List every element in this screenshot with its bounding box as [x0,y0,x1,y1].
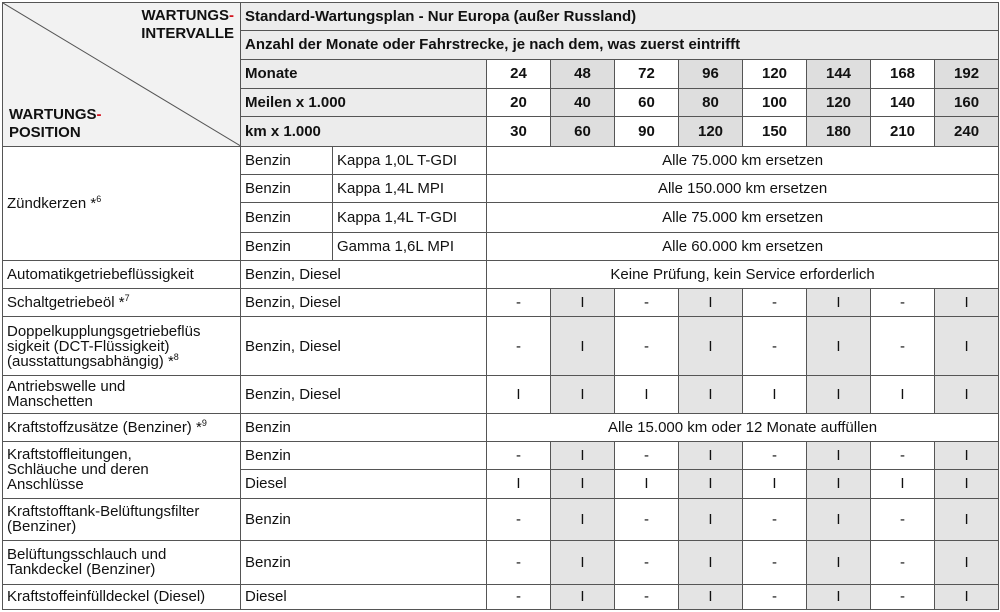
interval-cell: - [487,317,551,376]
header-value: 60 [551,117,615,146]
interval-cell: I [679,498,743,540]
interval-cell: - [743,289,807,317]
fuel-cell: Benzin [241,203,333,232]
interval-cell: I [871,470,935,498]
header-value: 40 [551,88,615,116]
interval-cell: - [487,289,551,317]
interval-cell: I [551,541,615,585]
interval-cell: I [551,584,615,610]
header-value: 24 [487,59,551,88]
header-row-title [3,3,999,31]
plan-title: Standard-Wartungsplan - Nur Europa (außer Russland) [241,3,999,31]
table-row [3,498,999,540]
row-label-miles: Meilen x 1.000 [241,88,487,116]
interval-cell: I [743,376,807,413]
interval-cell: - [743,441,807,469]
engine-cell: Kappa 1,4L T-GDI [333,203,487,232]
table-row [3,317,999,376]
interval-cell: I [551,441,615,469]
corner-position-label: WARTUNGS- POSITION [9,105,102,141]
interval-cell: - [615,289,679,317]
interval-cell: - [487,541,551,585]
maintenance-table [2,2,999,610]
engine-cell: Gamma 1,6L MPI [333,232,487,260]
interval-cell: I [679,289,743,317]
interval-cell: I [935,498,999,540]
engine-cell: Kappa 1,4L MPI [333,174,487,202]
table-row [3,289,999,317]
interval-cell: I [935,376,999,413]
fuel-cell: Benzin [241,174,333,202]
interval-cell: I [551,498,615,540]
item-dct-fluid: Doppelkupplungsgetriebeflüs sigkeit (DCT-Flüssigkeit) (ausstattungsabhängig) *$^8$ [3,317,241,376]
interval-cell: - [615,498,679,540]
header-value: 120 [679,117,743,146]
interval-cell: I [935,317,999,376]
interval-cell: I [807,498,871,540]
interval-cell: I [935,584,999,610]
fuel-cell: Diesel [241,584,487,610]
interval-cell: - [615,584,679,610]
header-value: 96 [679,59,743,88]
interval-cell: I [679,470,743,498]
interval-cell: I [807,541,871,585]
interval-cell: I [487,376,551,413]
interval-cell: I [679,376,743,413]
engine-cell: Kappa 1,0L T-GDI [333,146,487,174]
item-atf: Automatikgetriebeflüssigkeit [3,260,241,288]
header-value: 120 [807,88,871,116]
interval-cell: I [679,441,743,469]
header-value: 120 [743,59,807,88]
table-row [3,413,999,441]
item-manual-oil: Schaltgetriebeöl *$^7$ [3,289,241,317]
interval-cell: I [807,584,871,610]
header-value: 168 [871,59,935,88]
header-value: 210 [871,117,935,146]
header-value: 60 [615,88,679,116]
header-value: 30 [487,117,551,146]
interval-cell: I [807,317,871,376]
header-value: 240 [935,117,999,146]
header-value: 160 [935,88,999,116]
action-cell: Alle 60.000 km ersetzen [487,232,999,260]
header-corner-cell [3,3,241,147]
header-value: 72 [615,59,679,88]
action-cell: Alle 75.000 km ersetzen [487,203,999,232]
row-label-months: Monate [241,59,487,88]
fuel-cell: Benzin [241,441,487,469]
interval-cell: I [743,470,807,498]
interval-cell: I [871,376,935,413]
header-value: 144 [807,59,871,88]
header-value: 20 [487,88,551,116]
interval-cell: I [679,541,743,585]
table-row [3,260,999,288]
interval-cell: I [807,470,871,498]
action-cell: Alle 150.000 km ersetzen [487,174,999,202]
item-filler-cap: Kraftstoffeinfülldeckel (Diesel) [3,584,241,610]
plan-subtitle: Anzahl der Monate oder Fahrstrecke, je nach dem, was zuerst eintrifft [241,31,999,59]
interval-cell: I [615,470,679,498]
interval-cell: I [679,584,743,610]
fuel-cell: Benzin [241,541,487,585]
interval-cell: I [935,541,999,585]
header-value: 150 [743,117,807,146]
item-tank-vent-filter: Kraftstofftank-Belüftungsfilter (Benziner) [3,498,241,540]
item-driveshaft: Antriebswelle und Manschetten [3,376,241,413]
interval-cell: I [935,470,999,498]
item-fuel-additive: Kraftstoffzusätze (Benziner) *$^9$ [3,413,241,441]
header-value: 80 [679,88,743,116]
interval-cell: I [551,289,615,317]
header-value: 48 [551,59,615,88]
interval-cell: I [487,470,551,498]
interval-cell: I [807,441,871,469]
fuel-cell: Benzin, Diesel [241,289,487,317]
interval-cell: - [871,289,935,317]
header-value: 180 [807,117,871,146]
header-value: 100 [743,88,807,116]
row-label-km: km x 1.000 [241,117,487,146]
fuel-cell: Benzin [241,232,333,260]
action-cell: Keine Prüfung, kein Service erforderlich [487,260,999,288]
interval-cell: - [487,498,551,540]
item-spark-plugs: Zündkerzen *$^6$ [3,146,241,260]
interval-cell: I [935,441,999,469]
interval-cell: - [615,541,679,585]
interval-cell: - [743,317,807,376]
table-row [3,441,999,469]
table-row [3,146,999,174]
fuel-cell: Diesel [241,470,487,498]
fuel-cell: Benzin [241,146,333,174]
interval-cell: I [615,376,679,413]
interval-cell: I [807,289,871,317]
action-cell: Alle 15.000 km oder 12 Monate auffüllen [487,413,999,441]
interval-cell: - [871,541,935,585]
fuel-cell: Benzin, Diesel [241,317,487,376]
fuel-cell: Benzin [241,498,487,540]
interval-cell: - [487,441,551,469]
header-value: 90 [615,117,679,146]
interval-cell: I [551,376,615,413]
interval-cell: - [743,498,807,540]
interval-cell: - [871,498,935,540]
fuel-cell: Benzin, Diesel [241,376,487,413]
item-vent-hose: Belüftungsschlauch und Tankdeckel (Benziner) [3,541,241,585]
action-cell: Alle 75.000 km ersetzen [487,146,999,174]
interval-cell: - [743,541,807,585]
interval-cell: - [871,317,935,376]
interval-cell: - [743,584,807,610]
header-value: 140 [871,88,935,116]
interval-cell: I [935,289,999,317]
table-row [3,541,999,585]
interval-cell: I [551,470,615,498]
interval-cell: I [807,376,871,413]
table-row [3,584,999,610]
fuel-cell: Benzin [241,413,487,441]
table-row [3,376,999,413]
interval-cell: I [551,317,615,376]
interval-cell: - [615,441,679,469]
corner-intervals-label: WARTUNGS- INTERVALLE [141,7,234,42]
item-fuel-lines: Kraftstoffleitungen, Schläuche und deren Anschlüsse [3,441,241,498]
interval-cell: I [679,317,743,376]
header-value: 192 [935,59,999,88]
fuel-cell: Benzin, Diesel [241,260,487,288]
interval-cell: - [487,584,551,610]
interval-cell: - [615,317,679,376]
interval-cell: - [871,584,935,610]
interval-cell: - [871,441,935,469]
